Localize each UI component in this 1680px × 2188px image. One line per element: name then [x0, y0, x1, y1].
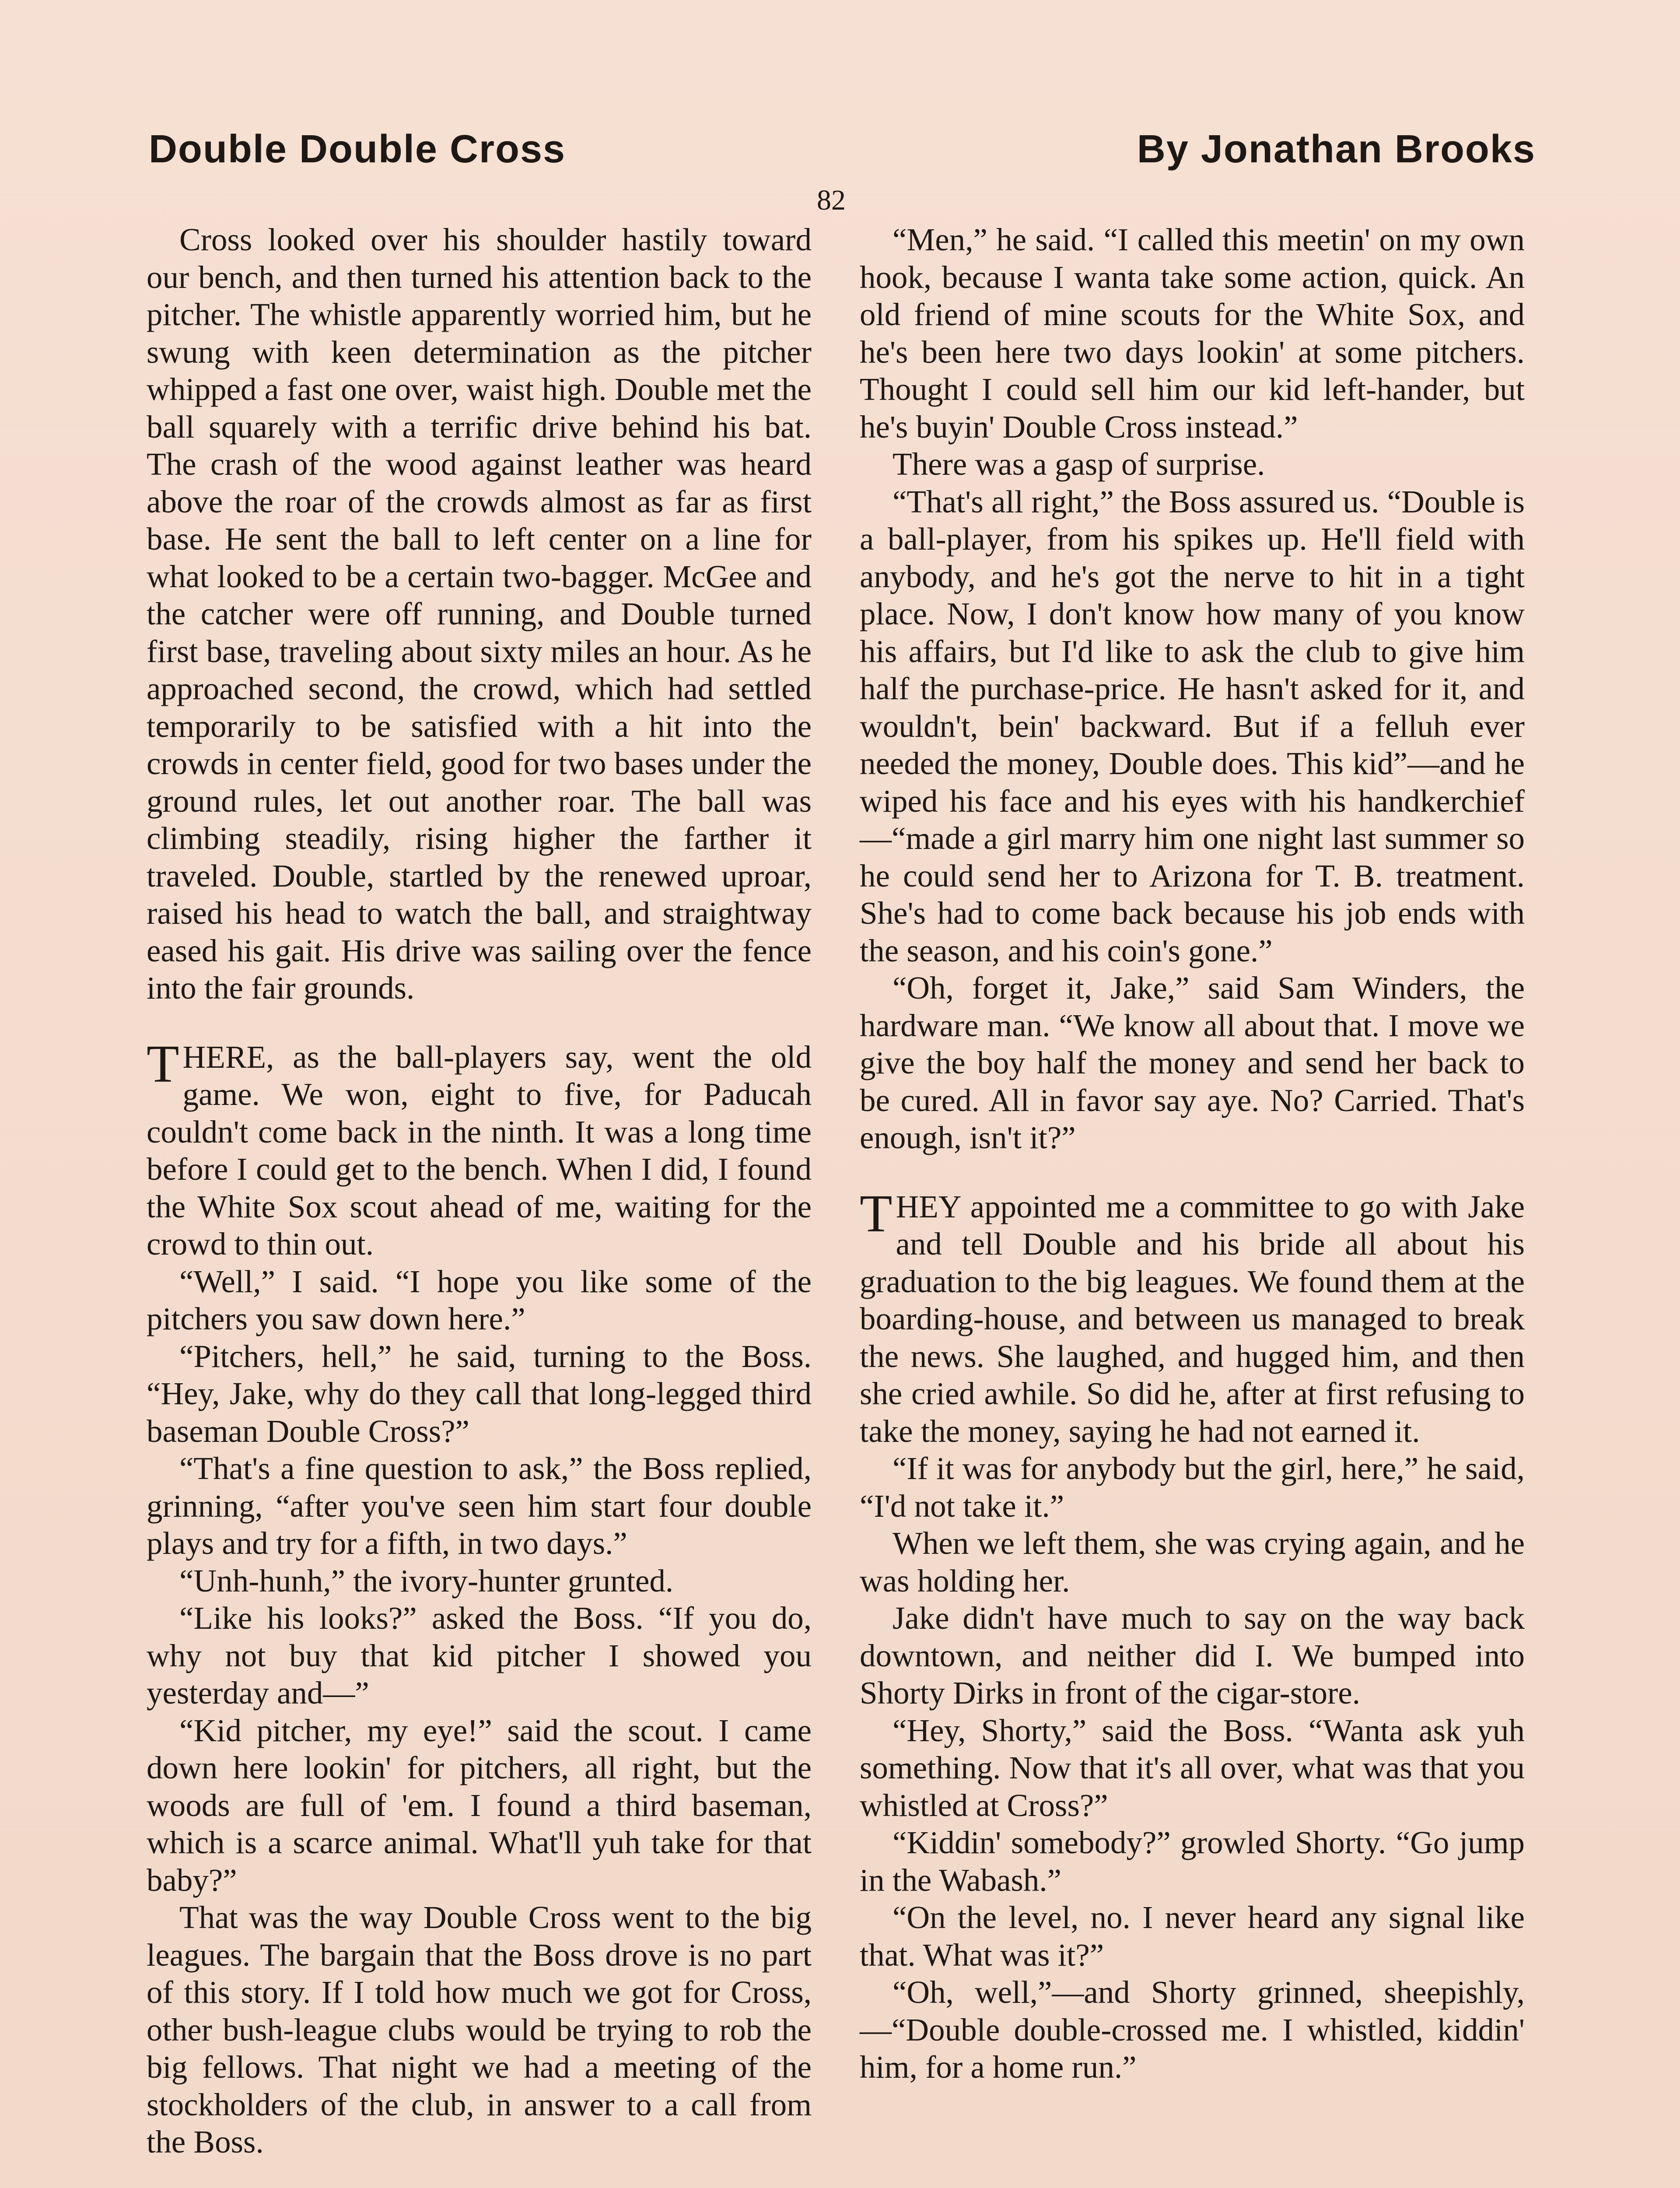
paragraph: “Kiddin' somebody?” growled Shorty. “Go jump in the Wabash.”: [860, 1825, 1525, 1898]
paragraph: That was the way Double Cross went to the big leagues. The bargain that the Boss drove is no part of this story. If I told how much we got for Cross, other bush-league clubs would be trying to rob the big fellows. That night we had a meeting of the stockholders of the club, in answer to a call from the Boss.: [147, 1900, 812, 2160]
left-column: [147, 221, 812, 2161]
paragraph: “Oh, well,”—and Shorty grinned, sheepishly,—“Double double-crossed me. I whistled, kiddin' him, for a home run.”: [860, 1974, 1525, 2085]
page-header: [149, 127, 1536, 188]
paragraph: There was a gasp of surprise.: [892, 446, 1265, 482]
paragraph: “If it was for anybody but the girl, here,” he said, “I'd not take it.”: [860, 1451, 1525, 1524]
paragraph-text: HEY appointed me a committee to go with Jake and tell Double and his bride all about his graduation to the big leagues. We found them at the boarding-house, and between us managed to break the news. She laughed, and hugged him, and then she cried awhile. So did he, after at first refusing to take the money, saying he had not earned it.: [860, 1189, 1525, 1449]
paragraph: “Pitchers, hell,” he said, turning to the Boss. “Hey, Jake, why do they call that long-legged third baseman Double Cross?”: [147, 1338, 812, 1449]
drop-cap: T: [147, 1034, 179, 1094]
drop-cap: T: [860, 1184, 892, 1243]
author-byline: By Jonathan Brooks: [1137, 127, 1536, 171]
paragraph: “Like his looks?” asked the Boss. “If you do, why not buy that kid pitcher I showed you yesterday and—”: [147, 1600, 812, 1711]
paragraph-text: HERE, as the ball-players say, went the old game. We won, eight to five, for Paducah couldn't come back in the ninth. It was a long time before I could get to the bench. When I did, I found the White Sox scout ahead of me, waiting for the crowd to thin out.: [147, 1039, 812, 1262]
paragraph: When we left them, she was crying again, and he was holding her.: [860, 1525, 1525, 1599]
paragraph: “Unh-hunh,” the ivory-hunter grunted.: [179, 1563, 674, 1599]
paragraph: Cross looked over his shoulder hastily toward our bench, and then turned his attention back to the pitcher. The whistle apparently worried him, but he swung with keen determination as the pitcher whipped a fast one over, waist high. Double met the ball squarely with a terrific drive behind his bat. The crash of the wood against leather was heard above the roar of the crowds almost as far as first base. He sent the ball to left center on a line for what looked to be a certain two-bagger. McGee and the catcher were off running, and Double turned first base, traveling about sixty miles an hour. As he approached second, the crowd, which had settled temporarily to be satisfied with a hit into the crowds in center field, good for two bases under the ground rules, let out another roar. The ball was climbing steadily, rising higher the farther it traveled. Double, startled by the renewed uproar, raised his head to watch the ball, and straightway eased his gait. His drive was sailing over the fence into the fair grounds.: [147, 222, 812, 1006]
paragraph: “Well,” I said. “I hope you like some of the pitchers you saw down here.”: [147, 1263, 812, 1336]
paragraph: “That's all right,” the Boss assured us. “Double is a ball-player, from his spikes up. He'll field with anybody, and he's got the nerve to hit in a tight place. Now, I don't know how many of you know his affairs, but I'd like to ask the club to give him half the purchase-price. He hasn't asked for it, and wouldn't, bein' backward. But if a felluh ever needed the money, Double does. This kid”—and he wiped his face and his eyes with his handkerchief—“made a girl marry him one night last summer so he could send her to Arizona for T. B. treatment. She's had to come back because his job ends with the season, and his coin's gone.”: [860, 484, 1525, 968]
paragraph: “Kid pitcher, my eye!” said the scout. I came down here lookin' for pitchers, all right, but the woods are full of 'em. I found a third baseman, which is a scarce animal. What'll yuh take for that baby?”: [147, 1712, 812, 1898]
section-start-paragraph: [147, 1034, 812, 1263]
page-number: 82: [817, 184, 846, 216]
paragraph: “Oh, forget it, Jake,” said Sam Winders, the hardware man. “We know all about that. I move we give the boy half the money and send her back to be cured. All in favor say aye. No? Carried. That's enough, isn't it?”: [860, 970, 1525, 1155]
paragraph: Jake didn't have much to say on the way back downtown, and neither did I. We bumped into Shorty Dirks in front of the cigar-store.: [860, 1600, 1525, 1711]
story-title: Double Double Cross: [149, 127, 566, 171]
paragraph: “Hey, Shorty,” said the Boss. “Wanta ask yuh something. Now that it's all over, what was that you whistled at Cross?”: [860, 1712, 1525, 1823]
paragraph: “On the level, no. I never heard any signal like that. What was it?”: [860, 1900, 1525, 1973]
paragraph: “That's a fine question to ask,” the Boss replied, grinning, “after you've seen him start four double plays and try for a fifth, in two days.”: [147, 1451, 812, 1561]
right-column: [860, 221, 1525, 2086]
paragraph: “Men,” he said. “I called this meetin' on my own hook, because I wanta take some action, quick. An old friend of mine scouts for the White Sox, and he's been here two days lookin' at some pitchers. Thought I could sell him our kid left-hander, but he's buyin' Double Cross instead.”: [860, 222, 1525, 445]
section-start-paragraph: [860, 1184, 1525, 1450]
